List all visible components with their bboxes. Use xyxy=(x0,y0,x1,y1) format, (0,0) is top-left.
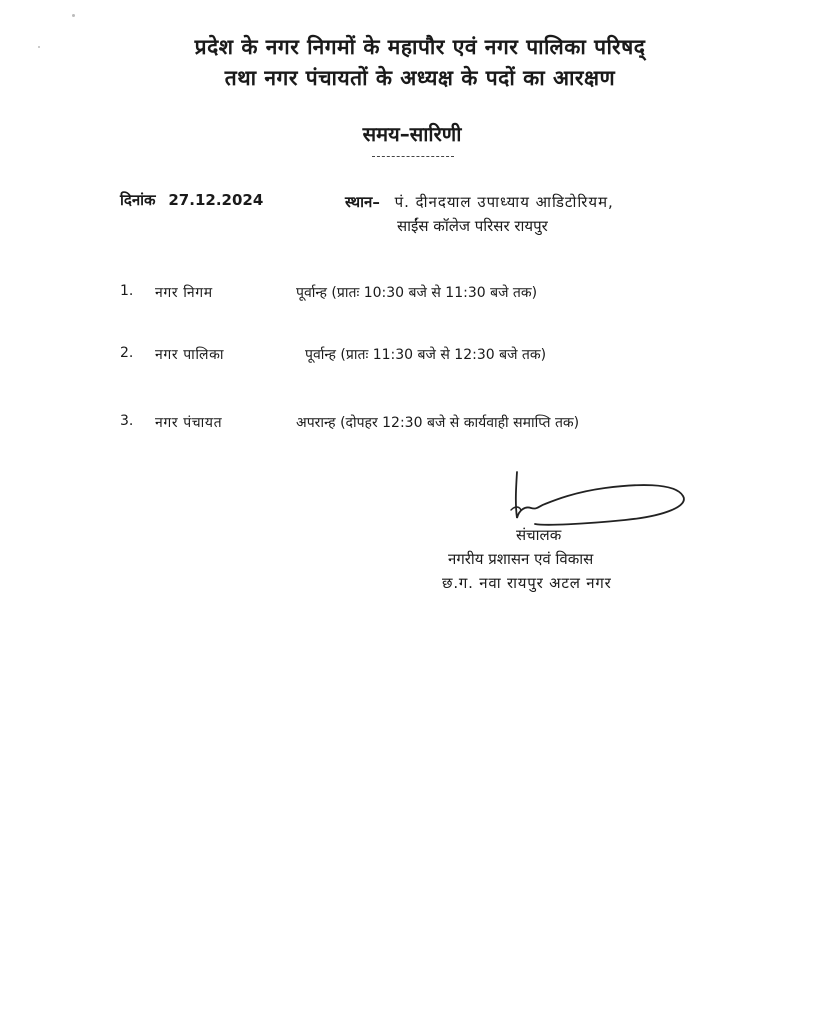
row-category: नगर निगम xyxy=(155,285,213,301)
venue-line2: साईंस कॉलेज परिसर रायपुर xyxy=(397,217,548,235)
row-time: पूर्वान्ह (प्रातः 10:30 बजे से 11:30 बजे तक) xyxy=(296,285,538,301)
document-title-line2: तथा नगर पंचायतों के अध्यक्ष के पदों का आरक्षण xyxy=(224,66,616,90)
schedule-heading: समय–सारिणी xyxy=(362,122,462,146)
row-number: 1. xyxy=(120,283,134,299)
row-time: अपरान्ह (दोपहर 12:30 बजे से कार्यवाही समाप्ति तक) xyxy=(296,415,580,431)
scan-speck xyxy=(72,14,75,17)
row-number: 2. xyxy=(120,345,134,361)
signatory-address: छ.ग. नवा रायपुर अटल नगर xyxy=(442,574,612,592)
signatory-department: नगरीय प्रशासन एवं विकास xyxy=(448,550,594,568)
row-number: 3. xyxy=(120,413,134,429)
row-category: नगर पालिका xyxy=(155,347,225,363)
venue-label: स्थान– xyxy=(345,193,380,211)
venue-block xyxy=(345,190,614,238)
scan-speck xyxy=(38,46,40,48)
venue-line1: पं. दीनदयाल उपाध्याय आडिटोरियम, xyxy=(394,193,614,211)
date-value: 27.12.2024 xyxy=(168,191,264,209)
date-label: दिनांक xyxy=(120,191,156,209)
date-row xyxy=(120,190,263,210)
heading-underline xyxy=(372,156,454,157)
signatory-role: संचालक xyxy=(516,526,562,544)
row-time: पूर्वान्ह (प्रातः 11:30 बजे से 12:30 बजे तक) xyxy=(305,347,547,363)
signatory-block xyxy=(430,523,612,595)
row-category: नगर पंचायत xyxy=(155,415,223,431)
signature-icon xyxy=(505,470,695,530)
document-title-line1: प्रदेश के नगर निगमों के महापौर एवं नगर पालिका परिषद् xyxy=(194,35,646,59)
